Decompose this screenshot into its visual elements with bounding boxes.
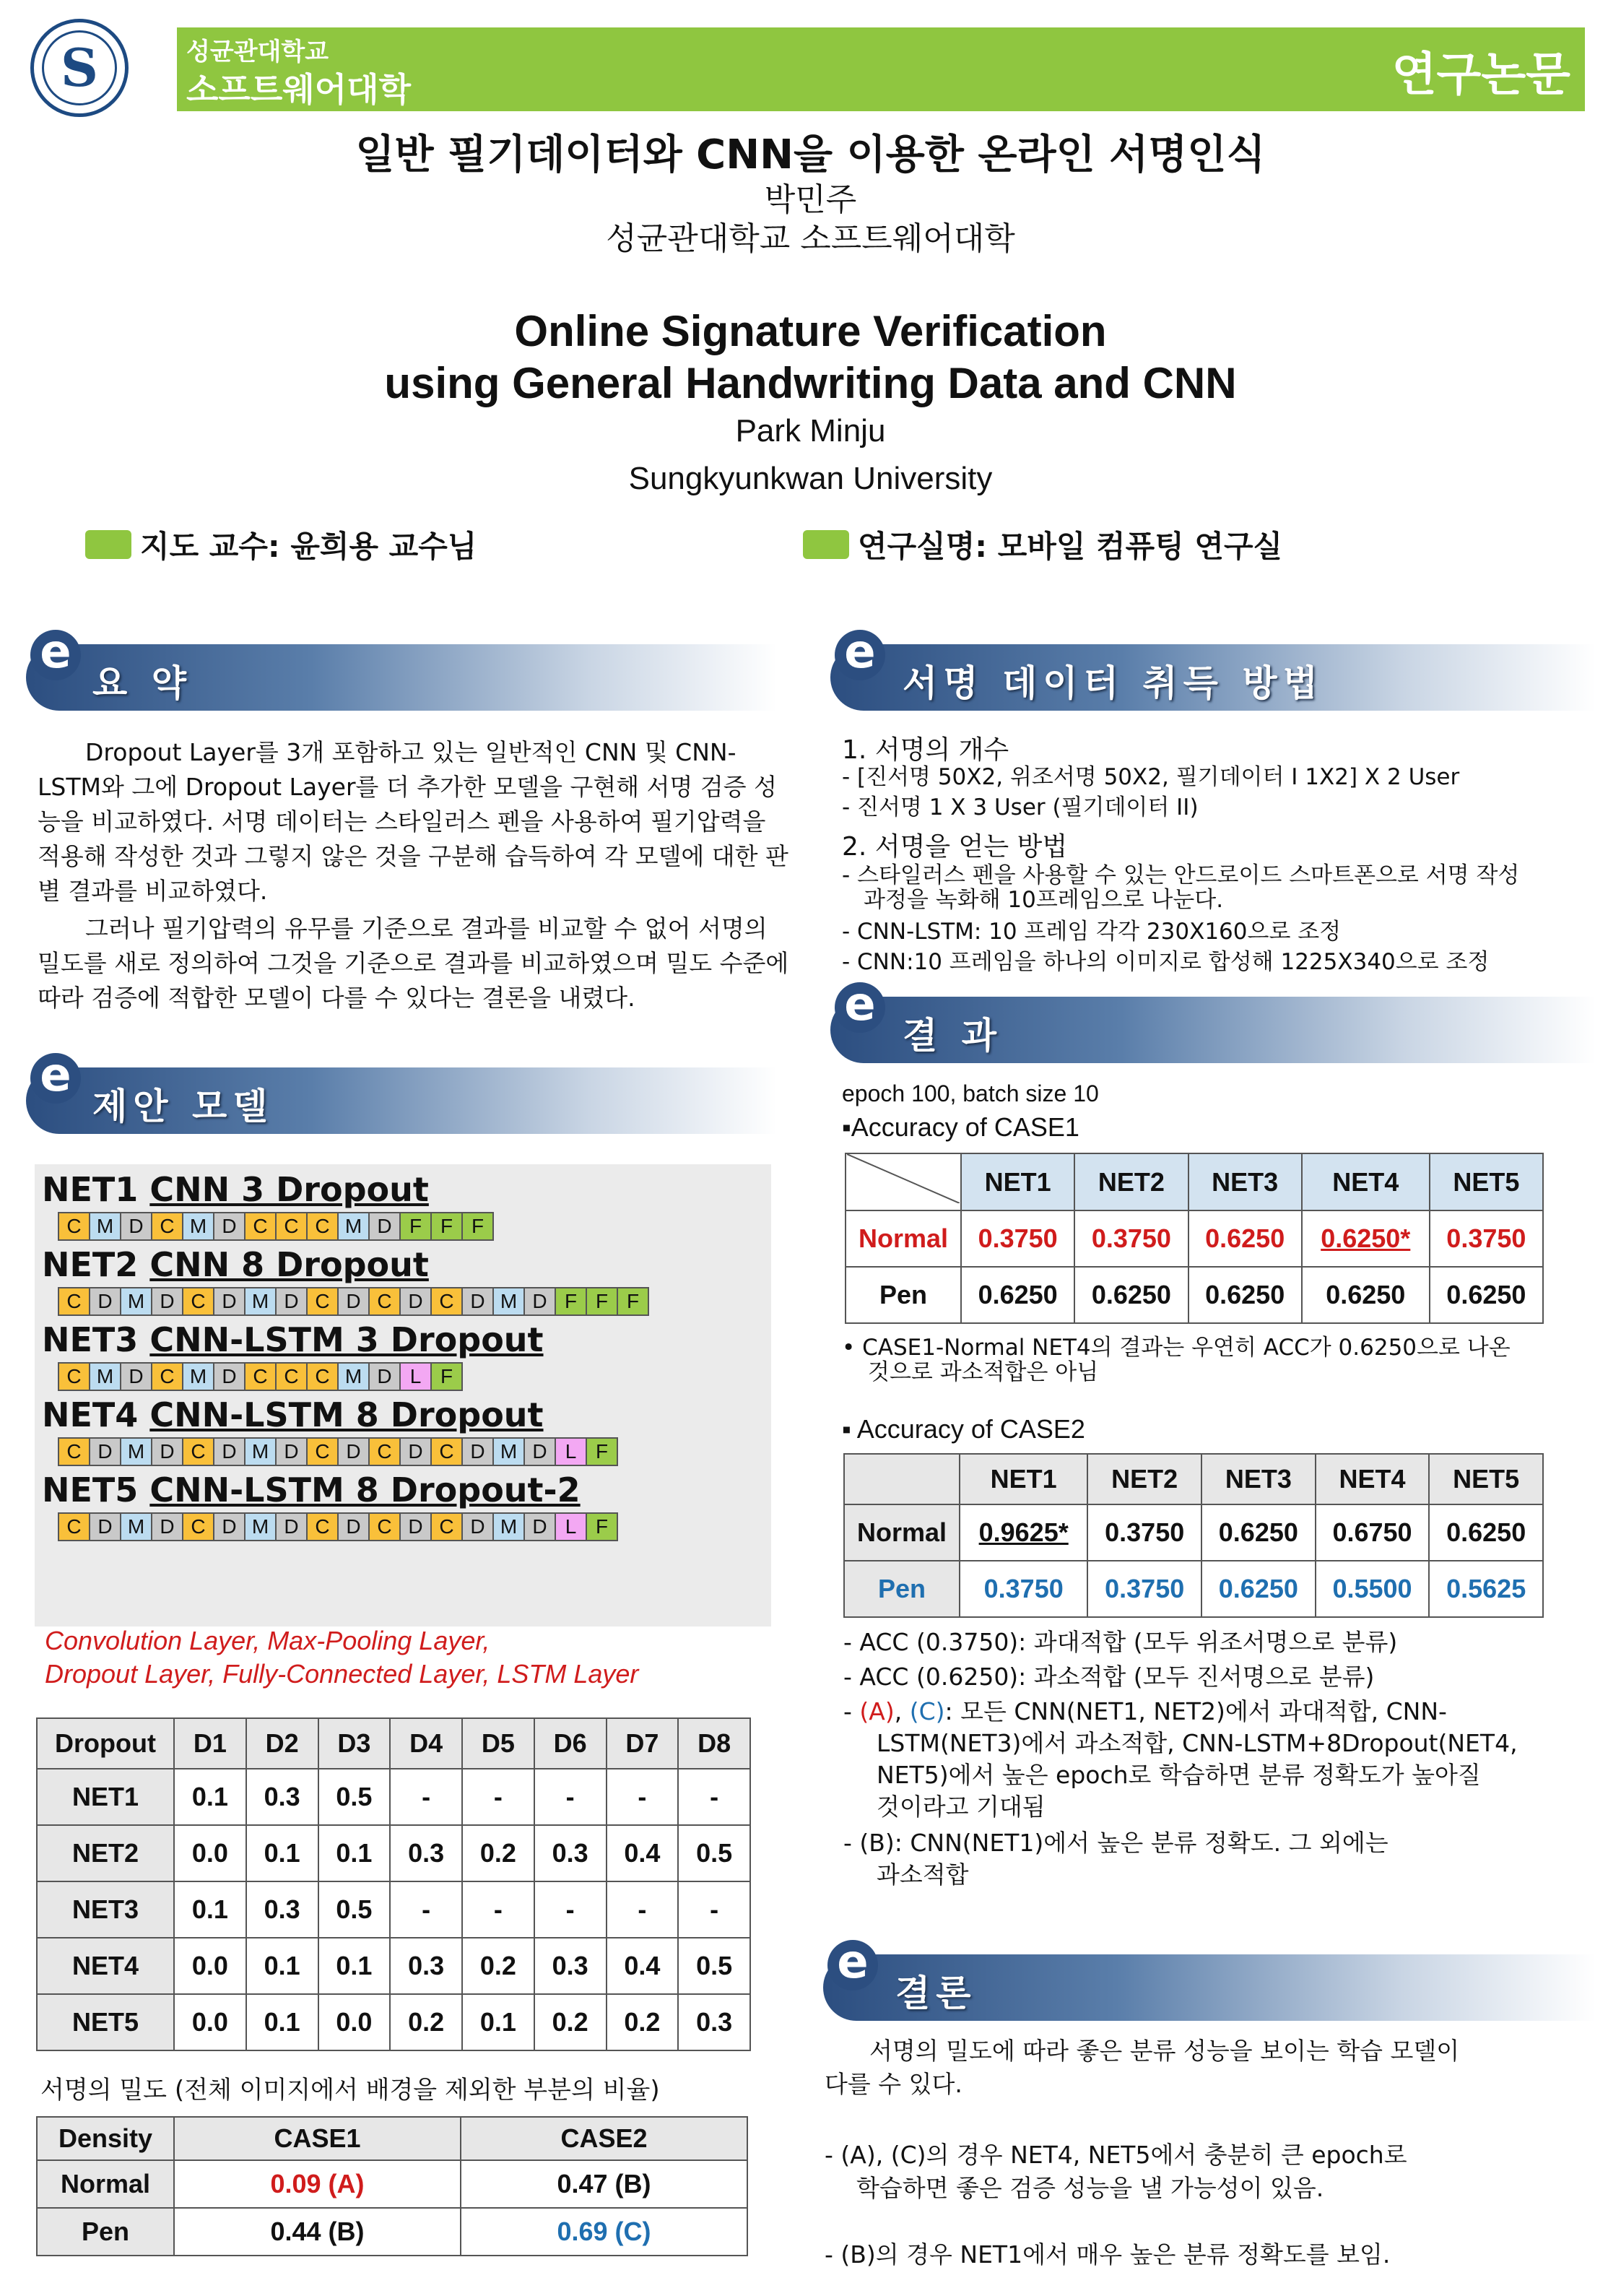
case2-normal-net3: 0.6250 — [1201, 1504, 1316, 1561]
case2-pen-net1: 0.3750 — [960, 1561, 1087, 1617]
bullet-dash: - — [843, 1697, 860, 1725]
dropout-cell: 0.1 — [174, 1769, 246, 1825]
layer-cell: D — [461, 1287, 494, 1316]
dropout-cell: - — [534, 1769, 607, 1825]
layer-cell: C — [58, 1362, 90, 1391]
section-title: 서명 데이터 취득 방법 — [903, 662, 1324, 704]
layer-cell: C — [58, 1212, 90, 1241]
case1-table — [845, 1153, 1544, 1324]
layer-cell: D — [151, 1287, 183, 1316]
density-pen-case1: 0.44 (B) — [174, 2208, 461, 2256]
layer-row — [58, 1362, 648, 1391]
case2-corner — [844, 1454, 960, 1504]
layer-cell: D — [213, 1512, 245, 1541]
result-bullet-4-line2: 과소적합 — [877, 1860, 969, 1889]
network-block — [42, 1320, 648, 1391]
layer-cell: D — [399, 1437, 432, 1466]
case1-normal-net2: 0.3750 — [1074, 1210, 1188, 1267]
summary-paragraph-2: 그러나 필기압력의 유무를 기준으로 결과를 비교할 수 없어 서명의 밀도를 새로 정의하여 그것을 기준으로 결과를 비교하였으며 밀도 수준에 따라 검증에 적합한 모델이 다를 수 있다는 결론을 내렸다. — [38, 914, 789, 1012]
network-id: NET2 — [42, 1245, 150, 1284]
section-title: 결론 — [895, 1972, 977, 2014]
result-bullet-1: - ACC (0.3750): 과대적합 (모두 위조서명으로 분류) — [843, 1628, 1398, 1656]
network-name: CNN 8 Dropout — [149, 1245, 429, 1284]
dropout-cell: - — [390, 1769, 462, 1825]
case1-normal-net5: 0.3750 — [1430, 1210, 1543, 1267]
network-name: CNN-LSTM 3 Dropout — [149, 1320, 544, 1359]
dropout-cell: 0.4 — [607, 1938, 679, 1994]
e-icon: e — [835, 982, 885, 1033]
result-bullet-3-line4: 것이라고 기대됨 — [877, 1793, 1046, 1821]
dropout-cell: 0.1 — [174, 1881, 246, 1938]
layer-cell: C — [430, 1287, 463, 1316]
layer-cell: M — [244, 1437, 277, 1466]
layer-cell: C — [306, 1437, 339, 1466]
density-row-pen: Pen — [37, 2208, 174, 2256]
dropout-header: Dropout — [37, 1718, 174, 1769]
case2-normal-net1: 0.9625* — [960, 1504, 1087, 1561]
layer-cell: D — [275, 1437, 308, 1466]
conclusion-bullet-2: - (B)의 경우 NET1에서 매우 높은 분류 정확도를 보임. — [825, 2240, 1391, 2269]
dropout-cell: 0.2 — [607, 1994, 679, 2050]
layer-cell: C — [275, 1362, 308, 1391]
case1-header-net4: NET4 — [1302, 1153, 1430, 1210]
dropout-row — [37, 1994, 750, 2050]
layer-cell: D — [275, 1512, 308, 1541]
conclusion-bullet-1-cont: 학습하면 좋은 검증 성능을 낼 가능성이 있음. — [856, 2174, 1324, 2202]
case1-pen-net4: 0.6250 — [1302, 1267, 1430, 1323]
layer-cell: C — [368, 1287, 401, 1316]
case1-header-net3: NET3 — [1188, 1153, 1302, 1210]
layer-cell: C — [306, 1287, 339, 1316]
dropout-cell: 0.3 — [246, 1769, 318, 1825]
layer-cell: C — [244, 1362, 277, 1391]
dropout-cell: 0.1 — [318, 1825, 391, 1881]
advisor-marker — [85, 530, 131, 559]
density-caption: 서명의 밀도 (전체 이미지에서 배경을 제외한 부분의 비율) — [40, 2076, 660, 2105]
density-table — [36, 2116, 748, 2256]
advisor-label: 지도 교수: 윤희용 교수님 — [140, 529, 477, 564]
case1-title: ▪Accuracy of CASE1 — [842, 1112, 1079, 1142]
lab-marker — [803, 530, 849, 559]
dropout-row-label: NET5 — [37, 1994, 174, 2050]
dropout-cell: 0.2 — [534, 1994, 607, 2050]
case2-normal-net5: 0.6250 — [1429, 1504, 1543, 1561]
dropout-cell: - — [607, 1881, 679, 1938]
dropout-table — [36, 1717, 751, 2051]
dropout-cell: 0.2 — [462, 1825, 534, 1881]
title-english-line2: using General Handwriting Data and CNN — [384, 359, 1237, 407]
layer-cell: F — [586, 1287, 618, 1316]
section-header-model — [26, 1049, 777, 1134]
dropout-cell: 0.2 — [462, 1938, 534, 1994]
college-name: 소프트웨어대학 — [186, 70, 412, 109]
dropout-cell: - — [390, 1881, 462, 1938]
layer-cell: C — [430, 1512, 463, 1541]
dropout-header: D8 — [678, 1718, 750, 1769]
layer-cell: D — [120, 1362, 152, 1391]
e-icon: e — [30, 630, 81, 680]
network-title — [42, 1245, 648, 1284]
network-id: NET1 — [42, 1170, 150, 1209]
epoch-info: epoch 100, batch size 10 — [842, 1080, 1099, 1106]
dropout-cell: - — [534, 1881, 607, 1938]
conclusion-bullet-1: - (A), (C)의 경우 NET4, NET5에서 충분히 큰 epoch로 — [825, 2141, 1407, 2169]
data-item-3: - 스타일러스 펜을 사용할 수 있는 안드로이드 스마트폰으로 서명 작성 — [842, 862, 1520, 888]
layer-cell: M — [244, 1287, 277, 1316]
layer-cell: D — [461, 1437, 494, 1466]
dropout-header: D7 — [607, 1718, 679, 1769]
layer-cell: F — [586, 1437, 618, 1466]
case1-normal-net1: 0.3750 — [961, 1210, 1074, 1267]
layer-cell: D — [89, 1437, 121, 1466]
layer-cell: C — [368, 1437, 401, 1466]
density-pen-case2: 0.69 (C) — [461, 2208, 747, 2256]
title-english-line1: Online Signature Verification — [514, 307, 1107, 355]
dropout-cell: 0.2 — [390, 1994, 462, 2050]
title-korean: 일반 필기데이터와 CNN을 이용한 온라인 서명인식 — [355, 131, 1266, 178]
result-bullet-2: - ACC (0.6250): 과소적합 (모두 진서명으로 분류) — [843, 1663, 1375, 1691]
layer-row — [58, 1212, 648, 1241]
layer-cell: M — [182, 1362, 214, 1391]
dropout-cell: - — [607, 1769, 679, 1825]
layer-cell: D — [399, 1512, 432, 1541]
case2-pen-net4: 0.5500 — [1316, 1561, 1430, 1617]
layer-cell: D — [89, 1512, 121, 1541]
case1-header-net5: NET5 — [1430, 1153, 1543, 1210]
layer-cell: D — [368, 1362, 401, 1391]
case1-pen-net1: 0.6250 — [961, 1267, 1074, 1323]
layer-cell: C — [430, 1437, 463, 1466]
case2-header-net4: NET4 — [1316, 1454, 1430, 1504]
case1-note-cont: 것으로 과소적합은 아님 — [868, 1359, 1099, 1385]
section-header-data — [830, 625, 1596, 711]
section-title: 결 과 — [903, 1015, 1003, 1057]
case2-header-net2: NET2 — [1087, 1454, 1201, 1504]
layer-cell: M — [492, 1512, 525, 1541]
layer-cell: D — [213, 1437, 245, 1466]
dropout-cell: 0.0 — [174, 1938, 246, 1994]
layer-cell: M — [492, 1437, 525, 1466]
density-row-normal: Normal — [37, 2160, 174, 2208]
layer-cell: M — [337, 1212, 370, 1241]
affiliation-english: Sungkyunkwan University — [628, 461, 993, 496]
dropout-cell: 0.3 — [390, 1938, 462, 1994]
section-header-results — [830, 978, 1596, 1063]
layer-legend-line1: Convolution Layer, Max-Pooling Layer, — [45, 1626, 490, 1655]
e-icon: e — [30, 1053, 81, 1104]
result-bullet-3 — [843, 1696, 1447, 1728]
layer-cell: F — [399, 1212, 432, 1241]
layer-cell: C — [306, 1512, 339, 1541]
dropout-cell: 0.5 — [678, 1938, 750, 1994]
conclusion-text-cont: 다를 수 있다. — [825, 2070, 962, 2098]
layer-row — [58, 1512, 648, 1541]
layer-cell: M — [492, 1287, 525, 1316]
data-heading-2: 2. 서명을 얻는 방법 — [842, 832, 1068, 862]
case1-pen-net2: 0.6250 — [1074, 1267, 1188, 1323]
dropout-cell: 0.3 — [246, 1881, 318, 1938]
data-item-1: - [진서명 50X2, 위조서명 50X2, 필기데이터 I 1X2] X 2 User — [842, 764, 1460, 790]
result-bullet-4: - (B): CNN(NET1)에서 높은 분류 정확도. 그 외에는 — [843, 1829, 1389, 1857]
density-header-case1: CASE1 — [174, 2117, 461, 2160]
label-a: (A) — [859, 1697, 895, 1725]
case2-header-net3: NET3 — [1201, 1454, 1316, 1504]
affiliation-korean: 성균관대학교 소프트웨어대학 — [606, 220, 1015, 257]
layer-cell: D — [461, 1512, 494, 1541]
layer-row — [58, 1437, 648, 1466]
dropout-cell: - — [678, 1769, 750, 1825]
case1-row-normal: Normal — [846, 1210, 961, 1267]
layer-cell: D — [523, 1512, 556, 1541]
layer-cell: C — [182, 1287, 214, 1316]
layer-cell: D — [523, 1287, 556, 1316]
dropout-header: D2 — [246, 1718, 318, 1769]
layer-cell: C — [58, 1437, 90, 1466]
layer-cell: D — [120, 1212, 152, 1241]
dropout-header: D4 — [390, 1718, 462, 1769]
bullet-text: : 모든 CNN(NET1, NET2)에서 과대적합, CNN- — [944, 1697, 1447, 1725]
case2-row-pen: Pen — [844, 1561, 960, 1617]
case1-header-net1: NET1 — [961, 1153, 1074, 1210]
network-name: CNN-LSTM 8 Dropout — [149, 1395, 544, 1434]
dropout-row — [37, 1881, 750, 1938]
layer-cell: M — [120, 1287, 152, 1316]
dropout-row — [37, 1769, 750, 1825]
case1-note: • CASE1-Normal NET4의 결과는 우연히 ACC가 0.6250으로 나온 — [842, 1335, 1511, 1361]
dropout-cell: 0.5 — [318, 1881, 391, 1938]
dropout-cell: 0.3 — [534, 1825, 607, 1881]
dropout-cell: 0.0 — [174, 1994, 246, 2050]
layer-cell: C — [58, 1287, 90, 1316]
layer-legend-line2: Dropout Layer, Fully-Connected Layer, LSTM Layer — [45, 1659, 639, 1689]
result-bullet-3-line3: NET5)에서 높은 epoch로 학습하면 분류 정확도가 높아질 — [877, 1761, 1481, 1789]
dropout-row — [37, 1938, 750, 1994]
layer-cell: D — [275, 1287, 308, 1316]
dropout-row — [37, 1825, 750, 1881]
network-title — [42, 1170, 648, 1209]
section-header-conclusion — [823, 1936, 1596, 2021]
dropout-cell: 0.3 — [390, 1825, 462, 1881]
case2-normal-net2: 0.3750 — [1087, 1504, 1201, 1561]
layer-cell: F — [430, 1362, 463, 1391]
dropout-cell: 0.5 — [318, 1769, 391, 1825]
data-item-5: - CNN:10 프레임을 하나의 이미지로 합성해 1225X340으로 조정 — [842, 949, 1490, 975]
dropout-cell: 0.5 — [678, 1825, 750, 1881]
layer-cell: C — [275, 1212, 308, 1241]
layer-cell: F — [617, 1287, 649, 1316]
dropout-cell: 0.1 — [318, 1938, 391, 1994]
conclusion-text: 서명의 밀도에 따라 좋은 분류 성능을 보이는 학습 모델이 — [869, 2037, 1460, 2065]
dropout-header: D3 — [318, 1718, 391, 1769]
layer-cell: D — [213, 1287, 245, 1316]
density-header-case2: CASE2 — [461, 2117, 747, 2160]
case2-header-net1: NET1 — [960, 1454, 1087, 1504]
dropout-header: D6 — [534, 1718, 607, 1769]
layer-cell: F — [430, 1212, 463, 1241]
summary-paragraph-1: Dropout Layer를 3개 포함하고 있는 일반적인 CNN 및 CNN-LSTM와 그에 Dropout Layer를 더 추가한 모델을 구현해 서명 검증 성능을 비교하였다. 서명 데이터는 스타일러스 펜을 사용하여 필기압력을 적용해 작성한 것과 그렇지 않은 것을 구분해 습득하여 각 모델에 대한 판별 결과를 비교하였다. — [38, 738, 788, 905]
case2-title: ▪ Accuracy of CASE2 — [842, 1414, 1085, 1444]
layer-cell: D — [337, 1437, 370, 1466]
dropout-cell: 0.1 — [246, 1994, 318, 2050]
dropout-row-label: NET3 — [37, 1881, 174, 1938]
density-normal-case2: 0.47 (B) — [461, 2160, 747, 2208]
layer-cell: C — [151, 1362, 183, 1391]
network-title — [42, 1320, 648, 1359]
case2-table — [843, 1453, 1544, 1618]
dropout-cell: - — [462, 1769, 534, 1825]
layer-cell: F — [555, 1287, 587, 1316]
university-name: 성균관대학교 — [186, 38, 329, 66]
e-icon: e — [827, 1940, 878, 1990]
data-item-4: - CNN-LSTM: 10 프레임 각각 230X160으로 조정 — [842, 919, 1342, 945]
section-header-summary — [26, 625, 777, 711]
layer-cell: C — [58, 1512, 90, 1541]
separator: , — [894, 1697, 910, 1725]
layer-row — [58, 1287, 648, 1316]
layer-cell: D — [213, 1212, 245, 1241]
network-block — [42, 1470, 648, 1541]
dropout-cell: 0.1 — [246, 1825, 318, 1881]
layer-cell: C — [368, 1512, 401, 1541]
network-list — [42, 1170, 648, 1541]
layer-cell: D — [368, 1212, 401, 1241]
layer-cell: D — [337, 1512, 370, 1541]
layer-cell: C — [182, 1512, 214, 1541]
layer-cell: M — [89, 1212, 121, 1241]
case1-normal-net4: 0.6250* — [1302, 1210, 1430, 1267]
density-header-density: Density — [37, 2117, 174, 2160]
dropout-row-label: NET4 — [37, 1938, 174, 1994]
network-id: NET3 — [42, 1320, 150, 1359]
layer-cell: D — [151, 1437, 183, 1466]
e-icon: e — [835, 630, 885, 680]
layer-cell: D — [523, 1437, 556, 1466]
data-heading-1: 1. 서명의 개수 — [842, 735, 1009, 765]
layer-cell: C — [182, 1437, 214, 1466]
network-title — [42, 1395, 648, 1434]
case1-header-net2: NET2 — [1074, 1153, 1188, 1210]
layer-cell: C — [151, 1212, 183, 1241]
layer-cell: D — [213, 1362, 245, 1391]
network-block — [42, 1170, 648, 1241]
network-name: CNN 3 Dropout — [149, 1170, 429, 1209]
dropout-cell: - — [462, 1881, 534, 1938]
label-c: (C) — [909, 1697, 945, 1725]
case1-pen-net3: 0.6250 — [1188, 1267, 1302, 1323]
density-normal-case1: 0.09 (A) — [174, 2160, 461, 2208]
dropout-cell: 0.0 — [174, 1825, 246, 1881]
layer-cell: M — [182, 1212, 214, 1241]
case2-pen-net2: 0.3750 — [1087, 1561, 1201, 1617]
layer-cell: D — [399, 1287, 432, 1316]
case2-header-net5: NET5 — [1429, 1454, 1543, 1504]
network-block — [42, 1245, 648, 1316]
author-korean: 박민주 — [764, 181, 857, 218]
case1-row-pen: Pen — [846, 1267, 961, 1323]
logo-mark: S — [61, 37, 98, 98]
layer-cell: C — [306, 1362, 339, 1391]
section-title: 제안 모델 — [92, 1086, 274, 1127]
layer-cell: M — [89, 1362, 121, 1391]
dropout-cell: 0.3 — [678, 1994, 750, 2050]
diagonal-line — [847, 1154, 960, 1203]
dropout-cell: 0.4 — [607, 1825, 679, 1881]
network-name: CNN-LSTM 8 Dropout-2 — [149, 1470, 581, 1509]
dropout-cell: 0.3 — [534, 1938, 607, 1994]
network-title — [42, 1470, 648, 1509]
dropout-cell: 0.0 — [318, 1994, 391, 2050]
dropout-header: D5 — [462, 1718, 534, 1769]
layer-cell: M — [120, 1512, 152, 1541]
layer-cell: C — [306, 1212, 339, 1241]
data-item-3-cont: 과정을 녹화해 10프레임으로 나눈다. — [864, 887, 1224, 913]
case1-pen-net5: 0.6250 — [1430, 1267, 1543, 1323]
case1-normal-net3: 0.6250 — [1188, 1210, 1302, 1267]
data-item-2: - 진서명 1 X 3 User (필기데이터 II) — [842, 794, 1199, 820]
dropout-cell: - — [678, 1881, 750, 1938]
case2-pen-net3: 0.6250 — [1201, 1561, 1316, 1617]
network-id: NET4 — [42, 1395, 150, 1434]
section-title: 요 약 — [92, 662, 193, 704]
layer-cell: D — [89, 1287, 121, 1316]
layer-cell: F — [461, 1212, 494, 1241]
layer-cell: L — [399, 1362, 432, 1391]
poster-tag: 연구논문 — [1391, 48, 1570, 102]
layer-cell: M — [120, 1437, 152, 1466]
network-block — [42, 1395, 648, 1466]
layer-cell: L — [555, 1512, 587, 1541]
dropout-row-label: NET1 — [37, 1769, 174, 1825]
layer-cell: L — [555, 1437, 587, 1466]
result-bullet-3-line2: LSTM(NET3)에서 과소적합, CNN-LSTM+8Dropout(NET4, — [877, 1729, 1518, 1757]
layer-cell: F — [586, 1512, 618, 1541]
layer-cell: M — [337, 1362, 370, 1391]
dropout-cell: 0.1 — [246, 1938, 318, 1994]
dropout-header: D1 — [174, 1718, 246, 1769]
lab-label: 연구실명: 모바일 컴퓨팅 연구실 — [858, 529, 1283, 564]
case2-pen-net5: 0.5625 — [1429, 1561, 1543, 1617]
layer-cell: C — [244, 1212, 277, 1241]
layer-cell: D — [337, 1287, 370, 1316]
case1-corner — [846, 1153, 961, 1210]
network-id: NET5 — [42, 1470, 150, 1509]
dropout-row-label: NET2 — [37, 1825, 174, 1881]
dropout-cell: 0.1 — [462, 1994, 534, 2050]
case2-normal-net4: 0.6750 — [1316, 1504, 1430, 1561]
author-english: Park Minju — [735, 413, 886, 449]
layer-cell: D — [151, 1512, 183, 1541]
case2-row-normal: Normal — [844, 1504, 960, 1561]
layer-cell: M — [244, 1512, 277, 1541]
